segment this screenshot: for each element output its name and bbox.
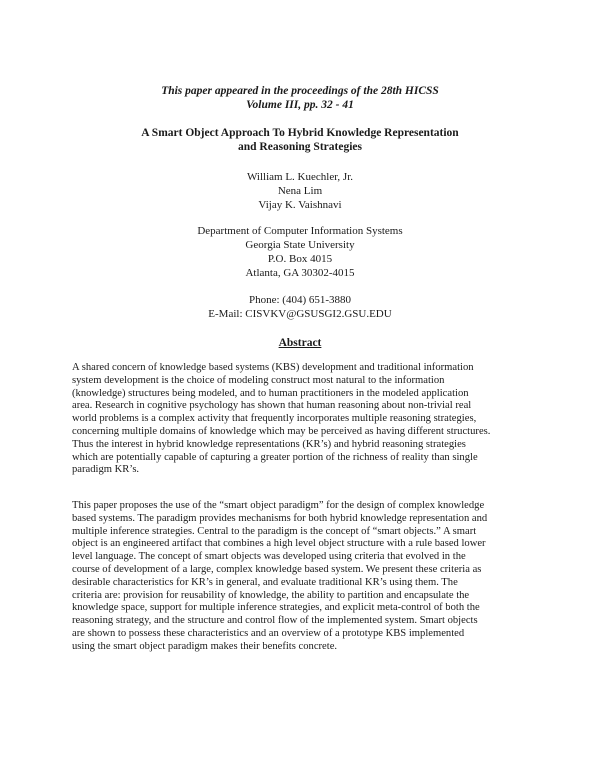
address-line: Georgia State University: [245, 239, 355, 251]
abstract-paragraph-1: [72, 362, 544, 477]
text-line: reasoning strategy, and the structure and control flow of the implemented system. Smart objects: [72, 615, 478, 627]
text-line: multiple inference strategies. Central to the paradigm is the concept of “smart objects.” A smart: [72, 525, 477, 537]
text-line: area. Research in cognitive psychology has shown that human reasoning about non-trivial real: [72, 400, 472, 412]
contact-info: [0, 293, 600, 321]
abstract-paragraph-2: [72, 500, 544, 654]
title-line-1: A Smart Object Approach To Hybrid Knowledge Representation: [141, 127, 459, 139]
address-line: Department of Computer Information Systems: [197, 225, 403, 237]
abstract-heading: [0, 336, 600, 350]
address-line: P.O. Box 4015: [267, 253, 333, 265]
proceedings-notice: [0, 84, 600, 112]
text-line: system development is the choice of modeling construct most natural to the information: [72, 374, 445, 386]
text-line: Thus the interest in hybrid knowledge representations (KR’s) and hybrid reasoning strategies: [72, 438, 466, 450]
phone-number: Phone: (404) 651-3880: [248, 294, 352, 306]
notice-line-2: Volume III, pp. 32 - 41: [246, 99, 354, 111]
text-line: level language. The concept of smart objects was developed using criteria that evolved in the: [72, 551, 466, 563]
address-line: Atlanta, GA 30302-4015: [245, 267, 355, 279]
text-line: (knowledge) structures being modeled, and to human practitioners in the modeled application: [72, 387, 469, 399]
text-line: A shared concern of knowledge based systems (KBS) development and traditional information: [72, 362, 474, 373]
author-name: Vijay K. Vaishnavi: [258, 199, 342, 211]
text-line: concerning multiple domains of knowledge which may be perceived as having different structures.: [72, 425, 491, 437]
email-address: E-Mail: CISVKV@GSUSGI2.GSU.EDU: [208, 308, 392, 320]
affiliation-address: [0, 224, 600, 280]
paper-title: [0, 126, 600, 154]
text-line: based systems. The paradigm provides mechanisms for both hybrid knowledge representation and: [72, 512, 488, 524]
text-line: using the smart object paradigm makes their benefits concrete.: [72, 640, 338, 652]
author-list: [0, 170, 600, 212]
text-line: course of development of a large, complex knowledge based system. We present these criteria as: [72, 563, 482, 575]
text-line: desirable characteristics for KR’s in general, and evaluate traditional KR’s using them. The: [72, 576, 458, 588]
text-line: object is an engineered artifact that combines a high level object structure with a rule based lower: [72, 538, 486, 550]
text-line: criteria are: provision for reusability of knowledge, the ability to partition and encapsulate the: [72, 589, 470, 601]
author-name: Nena Lim: [277, 185, 323, 197]
notice-line-1: This paper appeared in the proceedings of the 28th HICSS: [161, 85, 439, 97]
text-line: which are potentially capable of capturing a greater portion of the richness of reality than single: [72, 451, 478, 463]
title-line-2: and Reasoning Strategies: [238, 141, 362, 153]
text-line: world problems is a complex activity that frequently incorporates multiple reasoning strategies,: [72, 413, 477, 425]
text-line: paradigm KR’s.: [72, 464, 140, 476]
text-line: are shown to possess these characteristics and an overview of a prototype KBS implemented: [72, 627, 465, 639]
text-line: knowledge space, support for multiple inference strategies, and explicit meta-control of both the: [72, 602, 480, 614]
text-line: This paper proposes the use of the “smart object paradigm” for the design of complex knowledge: [72, 500, 485, 511]
author-name: William L. Kuechler, Jr.: [246, 171, 354, 183]
abstract-heading-text: Abstract: [278, 337, 322, 349]
